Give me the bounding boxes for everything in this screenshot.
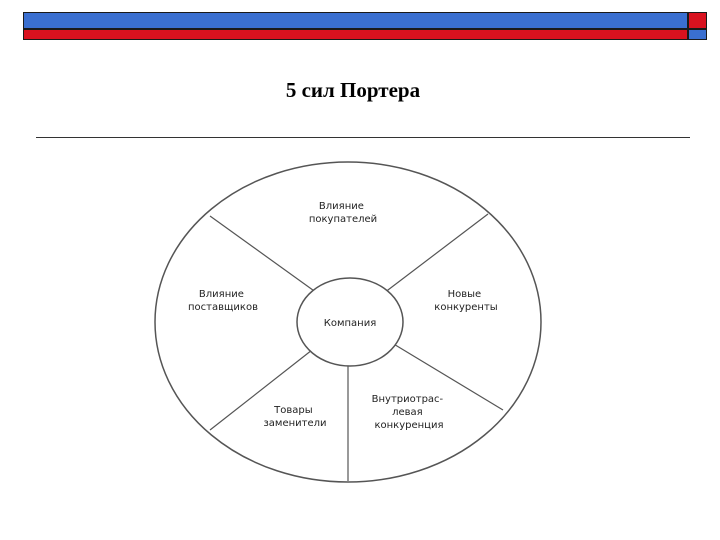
- force-label-rivalry: Внутриотрас- левая конкуренция: [371, 394, 444, 431]
- force-label-new-entrants: Новые конкуренты: [434, 289, 498, 313]
- divider-upper-left: [210, 216, 317, 293]
- force-label-suppliers: Влияние поставщиков: [188, 289, 258, 313]
- force-label-buyers: Влияние покупателей: [308, 201, 378, 225]
- force-label-substitutes: Товары заменители: [263, 405, 327, 429]
- center-label: Компания: [323, 318, 377, 329]
- slide-title: 5 сил Портера: [285, 78, 421, 102]
- divider-upper-right: [384, 214, 488, 293]
